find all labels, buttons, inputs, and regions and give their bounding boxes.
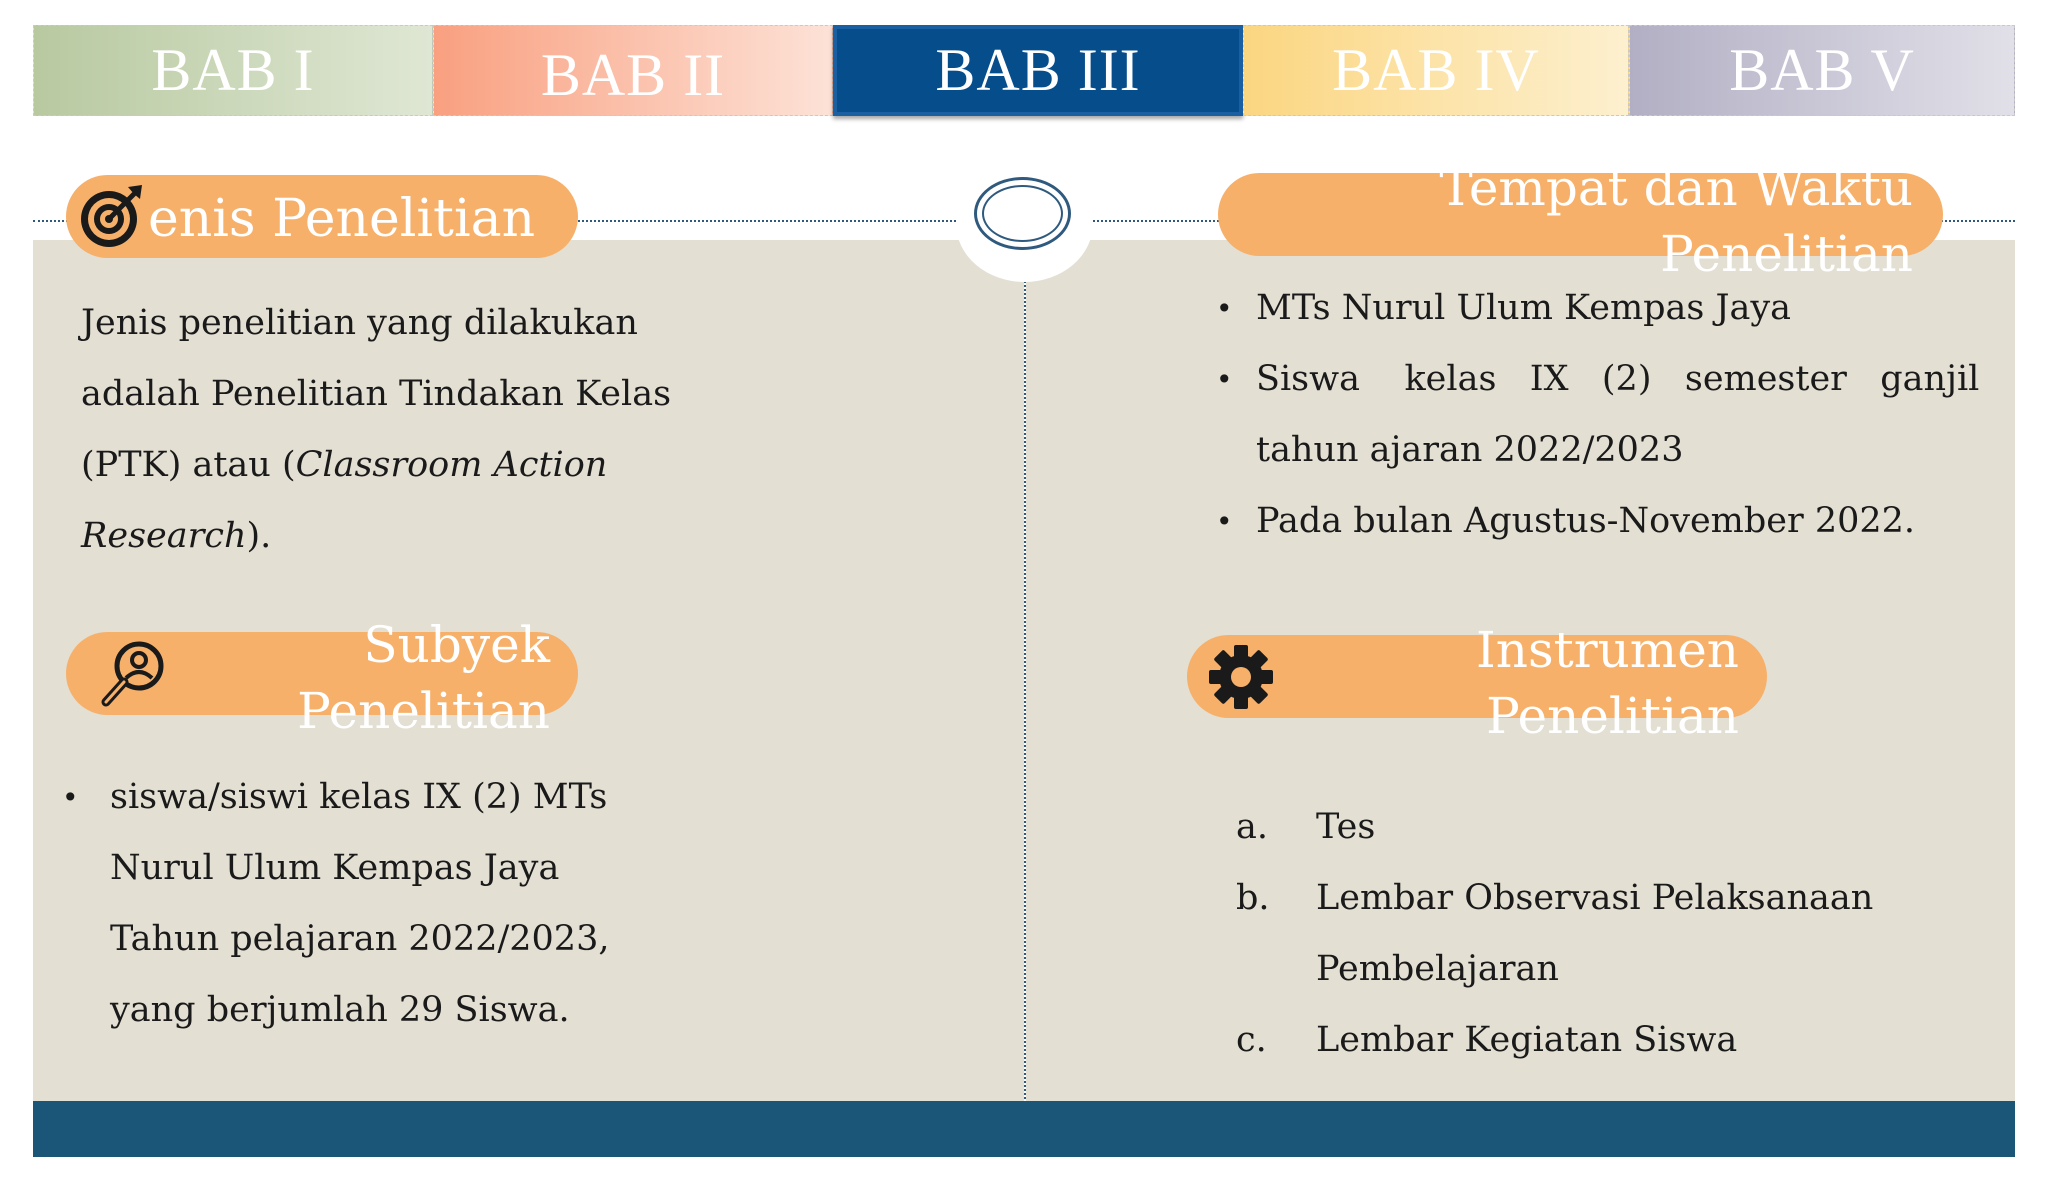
- instrumen-list: [1236, 792, 1956, 1076]
- footer-bar: [33, 1101, 2015, 1157]
- tab-bab-4[interactable]: BAB IV: [1243, 25, 1629, 116]
- list-item: [1236, 863, 1956, 934]
- tab-bab-3[interactable]: BAB III: [833, 25, 1243, 116]
- tempat-item-3: Pada bulan Agustus-November 2022.: [1256, 501, 1916, 541]
- instrumen-title-line-1: Instrumen: [1475, 621, 1739, 679]
- list-marker: c.: [1236, 1020, 1267, 1060]
- chapter-tabs: [33, 25, 2015, 118]
- section-header-jenis: [66, 175, 578, 258]
- section-title-subyek: [150, 612, 550, 744]
- instrumen-item-c: Lembar Kegiatan Siswa: [1316, 1020, 1738, 1060]
- subyek-line-3: Tahun pelajaran 2022/2023,: [110, 919, 610, 959]
- instrumen-title-line-2: Penelitian: [1486, 687, 1739, 745]
- jenis-line-4: [81, 501, 721, 572]
- tempat-item-1: MTs Nurul Ulum Kempas Jaya: [1256, 288, 1792, 328]
- list-item-continuation: [1236, 934, 1956, 1005]
- tab-bab-2[interactable]: BAB II: [433, 25, 833, 116]
- list-item: [62, 762, 730, 833]
- list-marker: b.: [1236, 878, 1270, 918]
- section-header-subyek: [66, 616, 578, 740]
- tempat-item-2: Siswa kelas IX (2) semester ganjil: [1256, 359, 1980, 399]
- section-title-tempat: [1273, 155, 1913, 287]
- subyek-title-line-2: Penelitian: [297, 682, 550, 740]
- target-icon: [76, 181, 146, 251]
- instrumen-item-b-cont: Pembelajaran: [1316, 949, 1559, 989]
- section-header-tempat: [1218, 159, 1943, 283]
- list-item: [1236, 792, 1956, 863]
- subyek-list: [62, 762, 730, 1046]
- jenis-line-3: [81, 430, 721, 501]
- section-title-instrumen: [1279, 617, 1739, 749]
- tempat-title-line-2: Penelitian: [1660, 225, 1913, 283]
- tab-bab-1[interactable]: BAB I: [33, 25, 433, 116]
- section-title-jenis: enis Penelitian: [148, 189, 536, 249]
- jenis-line-4b: ).: [246, 516, 272, 556]
- instrumen-item-a: Tes: [1316, 807, 1376, 847]
- list-item-continuation: [1256, 415, 1996, 486]
- subyek-title-line-1: Subyek: [363, 616, 550, 674]
- jenis-line-4a: Research: [81, 516, 247, 556]
- subyek-line-2: Nurul Ulum Kempas Jaya: [110, 848, 560, 888]
- jenis-line-1: Jenis penelitian yang dilakukan: [81, 303, 638, 343]
- tempat-item-2b: tahun ajaran 2022/2023: [1256, 430, 1684, 470]
- list-item: [1216, 273, 1996, 344]
- subyek-line-1: siswa/siswi kelas IX (2) MTs: [110, 777, 608, 817]
- list-item-continuation: [110, 833, 730, 904]
- section-header-instrumen: [1187, 621, 1767, 745]
- list-item-continuation: [110, 904, 730, 975]
- tempat-title-line-1: Tempat dan Waktu: [1439, 159, 1913, 217]
- subyek-line-4: yang berjumlah 29 Siswa.: [110, 990, 570, 1030]
- center-ornament: [974, 177, 1071, 250]
- divider-vertical: [1024, 270, 1026, 1127]
- list-marker: a.: [1236, 807, 1268, 847]
- instrumen-item-b: Lembar Observasi Pelaksanaan: [1316, 878, 1874, 918]
- list-item: [1236, 1005, 1956, 1076]
- list-item: [1216, 486, 1996, 557]
- jenis-paragraph: [81, 288, 721, 572]
- gear-icon: [1205, 641, 1277, 713]
- list-item: [1216, 344, 1996, 415]
- tempat-list: [1216, 273, 1996, 557]
- bullet: •: [1216, 363, 1233, 396]
- jenis-line-3a: (PTK) atau (: [81, 445, 296, 485]
- list-item-continuation: [110, 975, 730, 1046]
- jenis-line-3b: Classroom Action: [295, 445, 608, 485]
- slide: [33, 25, 2015, 1157]
- bullet: •: [1216, 505, 1233, 538]
- bullet: •: [1216, 292, 1233, 325]
- tab-bab-5[interactable]: BAB V: [1629, 25, 2015, 116]
- bullet: •: [62, 781, 79, 814]
- jenis-line-2: adalah Penelitian Tindakan Kelas: [81, 374, 672, 414]
